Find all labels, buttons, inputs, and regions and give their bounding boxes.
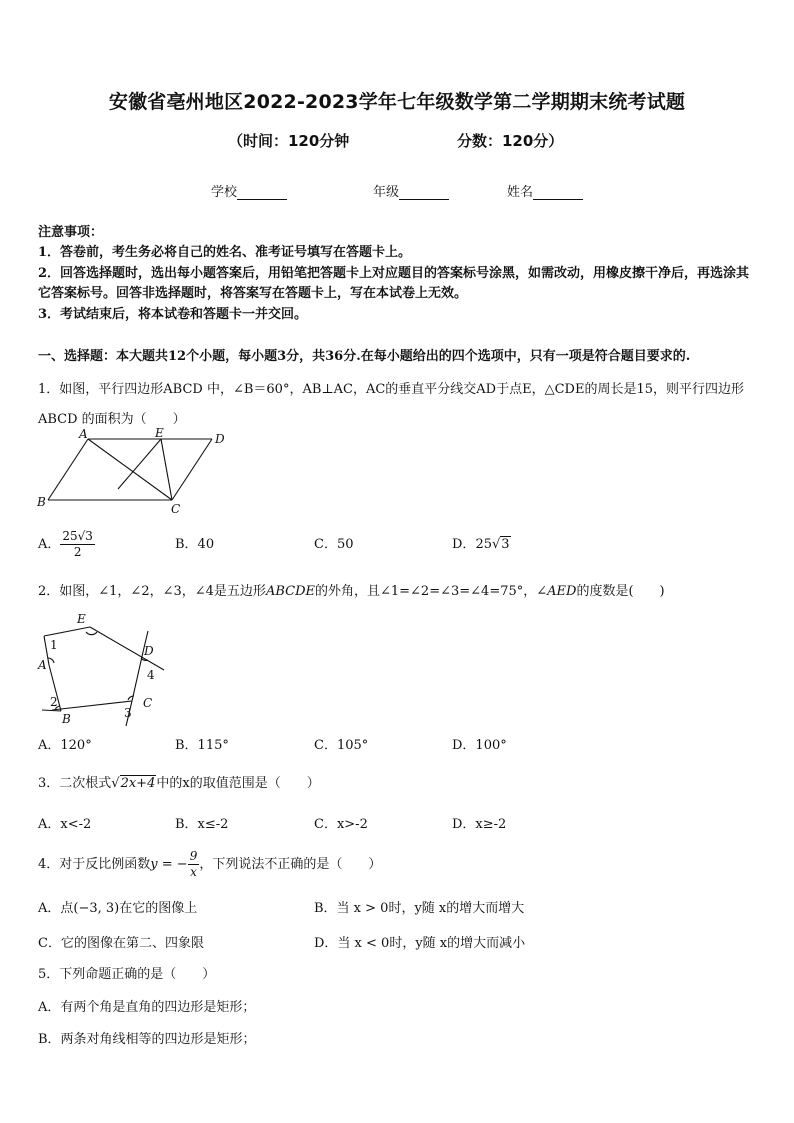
q5-option-a: A．有两个角是直角的四边形是矩形； [38, 1000, 256, 1015]
q1-text: 1．如图，平行四边形ABCD 中，∠B＝60°，AB⊥AC，AC的垂直平分线交AD于点E，△CDE的周长是15，则平行四边形ABCD 的面积为（ ） [38, 382, 744, 427]
school-field [211, 181, 287, 200]
q1-option-b: B．40 [175, 537, 215, 552]
q1-label-D: D [215, 432, 225, 446]
notice-item-3: 3．考试结束后，将本试卷和答题卡一并交回。 [38, 307, 308, 322]
q3-option-c: C．x>-2 [314, 817, 368, 832]
q4-denominator: x [190, 865, 197, 879]
q2-label-B: B [62, 712, 71, 726]
q2-option-b: B．115° [175, 738, 229, 753]
q1-option-a-denominator: 2 [73, 545, 82, 559]
q3-text-post: 中的x的取值范围是（ ） [156, 776, 320, 791]
q4-numerator: 9 [189, 849, 198, 863]
q2-text [38, 582, 760, 602]
q1-parallelogram-figure [34, 425, 234, 517]
q1-option-d-prefix: D． [452, 537, 476, 552]
q2-label-C: C [143, 696, 153, 710]
q2-text-shape: ABCDE [265, 584, 315, 599]
q4-text [38, 848, 760, 882]
section-1-heading: 一、选择题：本大题共12个小题，每小题3分，共36分.在每小题给出的四个选项中，只有一项是符合题目要求的. [38, 349, 691, 364]
q4-fraction [188, 849, 200, 880]
q4-text-post: ，下列说法不正确的是（ ） [199, 857, 382, 872]
q2-text-post: 的度数是( ) [576, 584, 665, 599]
exam-score: 分数：120分） [457, 132, 564, 150]
q2-option-c: C．105° [314, 738, 369, 753]
grade-label: 年级 [373, 185, 400, 200]
q3-radicand: 2x+4 [120, 776, 156, 791]
q2-pentagon-figure [34, 608, 174, 728]
q1-option-c: C．50 [314, 537, 354, 552]
name-label: 姓名 [507, 185, 534, 200]
notice-heading: 注意事项： [38, 225, 104, 240]
school-label: 学校 [211, 185, 238, 200]
q4-option-a: A．点(−3, 3)在它的图像上 [38, 901, 198, 916]
q2-option-d: D．100° [452, 738, 507, 753]
q2-label-3: 3 [124, 706, 132, 720]
q2-text-mid: 的外角，且∠1=∠2=∠3=∠4=75°，∠ [314, 584, 548, 599]
q4-function-lhs: y = − [150, 857, 188, 872]
q1-label-E: E [155, 426, 164, 440]
q3-option-b: B．x≤-2 [175, 817, 229, 832]
q1-label-C: C [171, 502, 181, 516]
q2-label-1: 1 [50, 638, 58, 652]
q1-option-d-radicand: 3 [501, 537, 510, 552]
q4-option-d: D．当 x < 0时，y随 x的增大而减小 [314, 936, 526, 951]
name-blank [533, 185, 583, 200]
q1-option-a-fraction [60, 529, 95, 560]
grade-blank [399, 185, 449, 200]
q3-option-d: D．x≥-2 [452, 817, 507, 832]
q2-label-4: 4 [147, 668, 155, 682]
q2-text-pre: 2．如图，∠1，∠2，∠3，∠4是五边形 [38, 584, 266, 599]
q4-option-b: B．当 x > 0时，y随 x的增大而增大 [314, 901, 525, 916]
q1-option-d: D．25√3 [452, 537, 510, 552]
q4-text-pre: 4．对于反比例函数 [38, 857, 151, 872]
q2-label-E: E [77, 612, 86, 626]
q1-option-a-numerator: 25√3 [62, 529, 93, 543]
q2-label-2: 2 [50, 695, 58, 709]
q1-option-d-coefficient: 25 [475, 537, 492, 552]
q4-option-c: C．它的图像在第二、四象限 [38, 936, 204, 951]
q2-option-a: A．120° [38, 738, 92, 753]
notice-item-1: 1．答卷前，考生务必将自己的姓名、准考证号填写在答题卡上。 [38, 245, 412, 260]
name-field [507, 181, 583, 200]
q5-text: 5．下列命题正确的是（ ） [38, 967, 216, 982]
q2-label-D: D [144, 644, 154, 658]
q1-option-a [38, 529, 95, 560]
grade-field [373, 181, 449, 200]
q3-text: 3．二次根式√2x+4中的x的取值范围是（ ） [38, 776, 320, 791]
q3-text-pre: 3．二次根式 [38, 776, 112, 791]
q5-option-b: B．两条对角线相等的四边形是矩形； [38, 1032, 256, 1047]
q2-text-angle: AED [547, 584, 577, 599]
q2-label-A: A [38, 658, 47, 672]
q3-option-a: A．x<-2 [38, 817, 92, 832]
q1-label-A: A [79, 427, 88, 441]
school-blank [237, 185, 287, 200]
notice-item-2: 2．回答选择题时，选出每小题答案后，用铅笔把答题卡上对应题目的答案标号涂黑，如需改动，用橡皮擦干净后，再选涂其它答案标号。回答非选择题时，将答案写在答题卡上，写在本试卷上无效。 [38, 266, 750, 301]
exam-time: （时间：120分钟 [228, 132, 350, 150]
q1-option-a-prefix: A． [38, 537, 61, 552]
q1-label-B: B [37, 495, 46, 509]
page-title: 安徽省亳州地区2022-2023学年七年级数学第二学期期末统考试题 [108, 91, 686, 113]
